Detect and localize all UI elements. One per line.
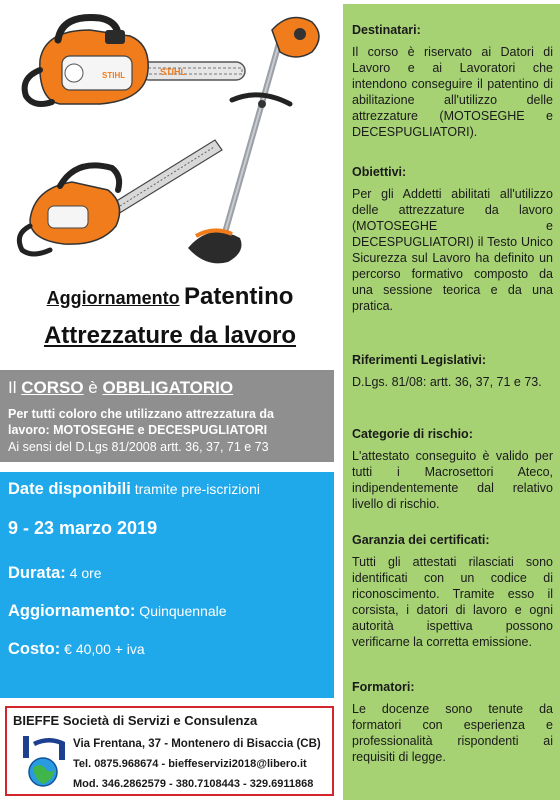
headline-line-1 xyxy=(0,283,340,311)
company-name: BIEFFE Società di Servizi e Consulenza xyxy=(13,713,258,728)
dates-label: Date disponibili xyxy=(8,480,131,498)
obligation-mid: è xyxy=(83,378,103,397)
cost-value: € 40,00 + iva xyxy=(60,641,145,657)
info-panel xyxy=(343,4,560,800)
section-risk xyxy=(352,426,553,512)
tools-illustration xyxy=(0,0,340,275)
chainsaw-brand-label: STIHL xyxy=(102,71,126,80)
headline-line-2 xyxy=(0,322,340,350)
section-text: Per gli Addetti abilitati all'utilizzo delle attrezzature da lavoro (MOTOSEGHE e DECESPUGLIATORI) il Testo Unico Sicurezza sul Lavoro ha definito un percorso formativo composto da una sessione teorica e da una pratica. xyxy=(352,187,553,313)
dates-note: tramite pre-iscrizioni xyxy=(130,481,260,497)
section-text: L'attestato conseguito è valido per tutti i Macrosettori Ateco, indipendentemente dal relativo livello di rischio. xyxy=(352,449,553,511)
section-heading: Garanzia dei certificati: xyxy=(352,533,490,547)
section-heading: Obiettivi: xyxy=(352,165,407,179)
cost-row xyxy=(8,640,145,659)
headline-patentino-word: Patentino xyxy=(184,283,294,310)
update-row xyxy=(8,602,227,621)
hedge-trimmer-icon xyxy=(19,140,222,254)
company-logo-icon xyxy=(19,734,71,790)
obligation-title xyxy=(8,378,326,398)
section-trainers xyxy=(352,679,553,765)
bar-brand-label: STIHL xyxy=(160,67,186,77)
obligation-box xyxy=(0,370,334,462)
obligation-law: Ai sensi del D.Lgs 81/2008 artt. 36, 37, 71 e 73 xyxy=(8,440,269,454)
update-label: Aggiornamento: xyxy=(8,602,136,620)
chainsaw-icon xyxy=(25,17,245,104)
obligation-obbligatorio: OBBLIGATORIO xyxy=(102,378,234,397)
schedule-box xyxy=(0,472,334,698)
company-address: Via Frentana, 37 - Montenero di Bisaccia (CB) xyxy=(73,738,321,750)
cost-label: Costo: xyxy=(8,640,61,658)
section-certificates xyxy=(352,532,553,650)
section-recipients xyxy=(352,22,553,140)
duration-row xyxy=(8,564,102,583)
dates-row xyxy=(8,480,260,499)
headline-update-word: Aggiornamento xyxy=(46,288,180,308)
obligation-target-line-b: lavoro: MOTOSEGHE e DECESPUGLIATORI xyxy=(8,423,268,437)
brushcutter-icon xyxy=(188,18,319,264)
section-heading: Formatori: xyxy=(352,680,415,694)
section-text: D.Lgs. 81/08: artt. 36, 37, 71 e 73. xyxy=(352,375,542,389)
section-heading: Categorie di rischio: xyxy=(352,427,473,441)
section-text: Il corso è riservato ai Datori di Lavoro e ai Lavoratori che intendono conseguire il patentino di abilitazione all'utilizzo delle attrezzature (MOTOSEGHE e DECESPUGLIATORI). xyxy=(352,45,553,139)
section-text: Le docenze sono tenute da formatori con esperienza e professionalità rispondenti ai requisiti di legge. xyxy=(352,702,553,764)
headline-equipment: Attrezzature da lavoro xyxy=(43,322,297,349)
contact-box xyxy=(5,706,334,796)
section-heading: Destinatari: xyxy=(352,23,421,37)
section-heading: Riferimenti Legislativi: xyxy=(352,353,487,367)
section-text: Tutti gli attestati rilasciati sono identificati con un codice di riconoscimento. Tramite esso il corsista, i datori di lavoro e ogni autorità ispettiva possono verificarne la corretta emissione. xyxy=(352,555,553,649)
section-objectives xyxy=(352,164,553,314)
duration-value: 4 ore xyxy=(65,565,102,581)
obligation-target xyxy=(8,406,326,438)
company-phone-email: Tel. 0875.968674 - bieffeservizi2018@libero.it xyxy=(73,758,307,770)
company-mobiles: Mod. 346.2862579 - 380.7108443 - 329.6911868 xyxy=(73,778,314,790)
obligation-corso: CORSO xyxy=(21,378,84,397)
obligation-target-line-a: Per tutti coloro che utilizzano attrezzatura da xyxy=(8,407,275,421)
duration-label: Durata: xyxy=(8,564,66,582)
dates-value: 9 - 23 marzo 2019 xyxy=(8,518,158,538)
section-legislation xyxy=(352,352,553,390)
obligation-prefix: Il xyxy=(8,378,22,397)
update-value: Quinquennale xyxy=(135,603,227,619)
